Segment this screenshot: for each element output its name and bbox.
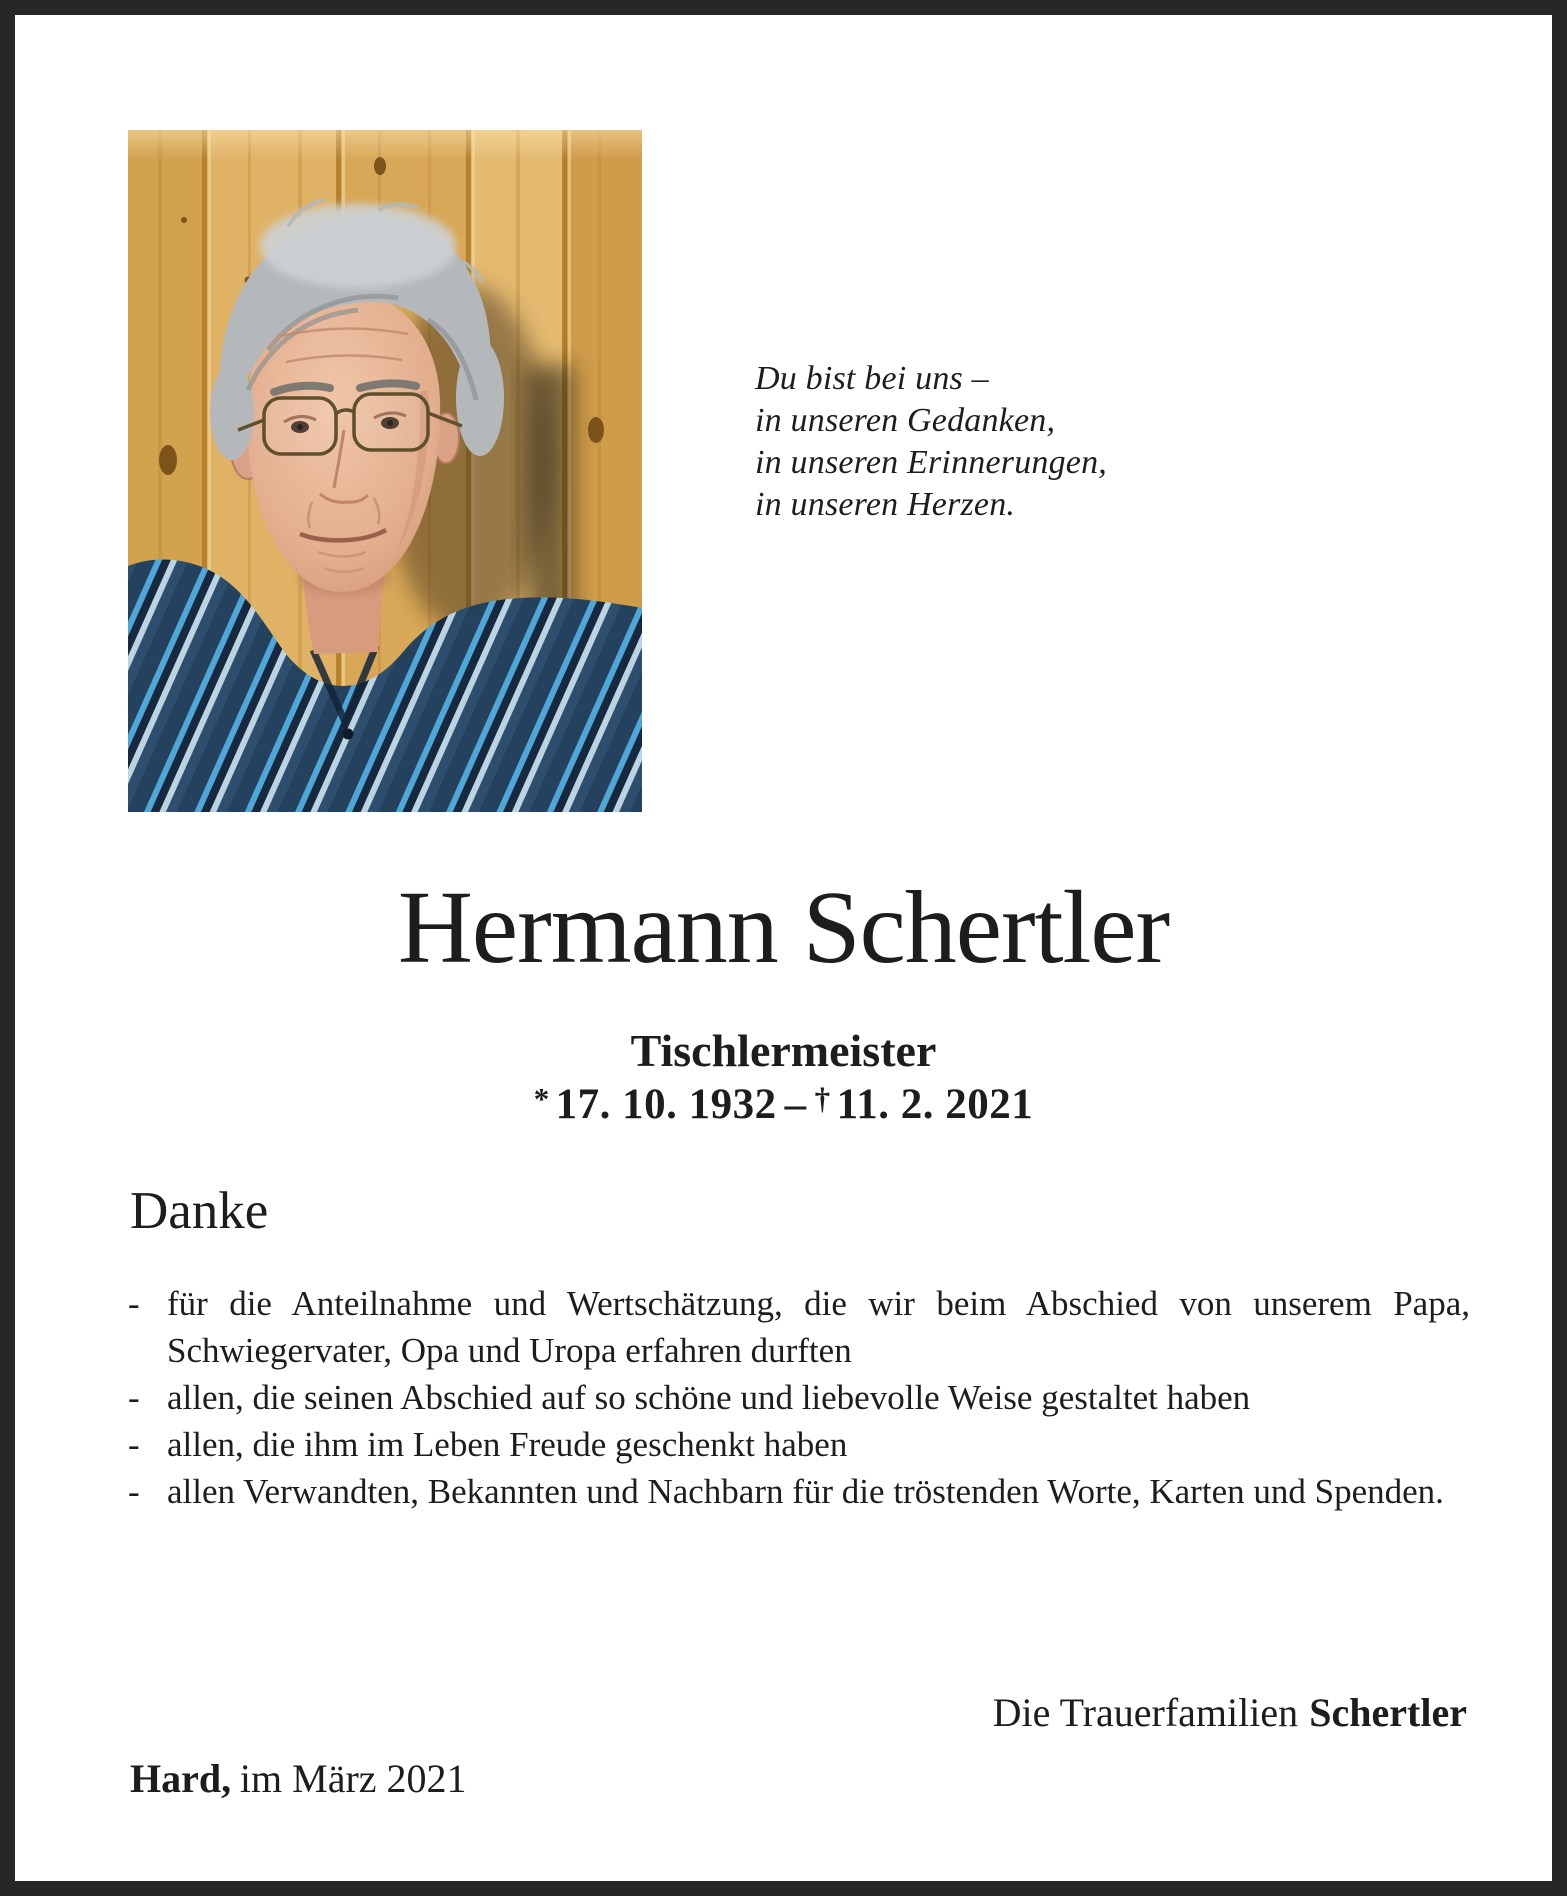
thanks-item-text: für die Anteilnahme und Wertschätzung, die wir beim Abschied von unserem Papa, Schwiegervater, Opa und Uropa erfahren durften (167, 1284, 1470, 1370)
signature-line (993, 1690, 1467, 1736)
death-date: 11. 2. 2021 (836, 1081, 1034, 1128)
thanks-heading: Danke (130, 1182, 269, 1240)
portrait-photo (128, 130, 642, 812)
dateline-rest: im März 2021 (239, 1756, 467, 1801)
birth-star-icon: * (533, 1080, 550, 1116)
portrait-illustration (128, 130, 642, 812)
bullet-dash: - (128, 1378, 140, 1417)
memorial-poem (755, 358, 1107, 526)
thanks-item-text: allen, die seinen Abschied auf so schöne und liebevolle Weise gestaltet haben (167, 1378, 1251, 1417)
thanks-item-text: allen, die ihm im Leben Freude geschenkt haben (167, 1425, 848, 1464)
birth-date: 17. 10. 1932 (555, 1081, 777, 1128)
bullet-dash: - (128, 1425, 140, 1464)
place-dateline (130, 1756, 467, 1802)
thanks-item-4 (128, 1468, 1470, 1515)
place-name: Hard, (130, 1756, 232, 1801)
death-dagger-icon: † (814, 1080, 831, 1116)
deceased-profession: Tischlermeister (630, 1025, 937, 1076)
dates-separator: – (784, 1081, 807, 1128)
poem-line-4: in unseren Herzen. (755, 486, 1016, 523)
life-dates (0, 1080, 1567, 1133)
poem-line-2: in unseren Gedanken, (755, 402, 1056, 439)
shirt-button (343, 729, 354, 740)
thanks-list (128, 1280, 1470, 1515)
bullet-dash: - (128, 1284, 140, 1323)
poem-line-3: in unseren Erinnerungen, (755, 444, 1107, 481)
thanks-item-1 (128, 1280, 1470, 1374)
signature-prefix: Die Trauerfamilien (992, 1690, 1299, 1735)
deceased-name: Hermann Schertler (397, 870, 1170, 985)
bullet-dash: - (128, 1472, 140, 1511)
thanks-item-2 (128, 1374, 1470, 1421)
thanks-item-text: allen Verwandten, Bekannten und Nachbarn für die tröstenden Worte, Karten und Spenden. (167, 1472, 1444, 1511)
thanks-item-3 (128, 1421, 1470, 1468)
poem-line-1: Du bist bei uns – (755, 360, 989, 397)
signature-family-name: Schertler (1309, 1690, 1467, 1735)
